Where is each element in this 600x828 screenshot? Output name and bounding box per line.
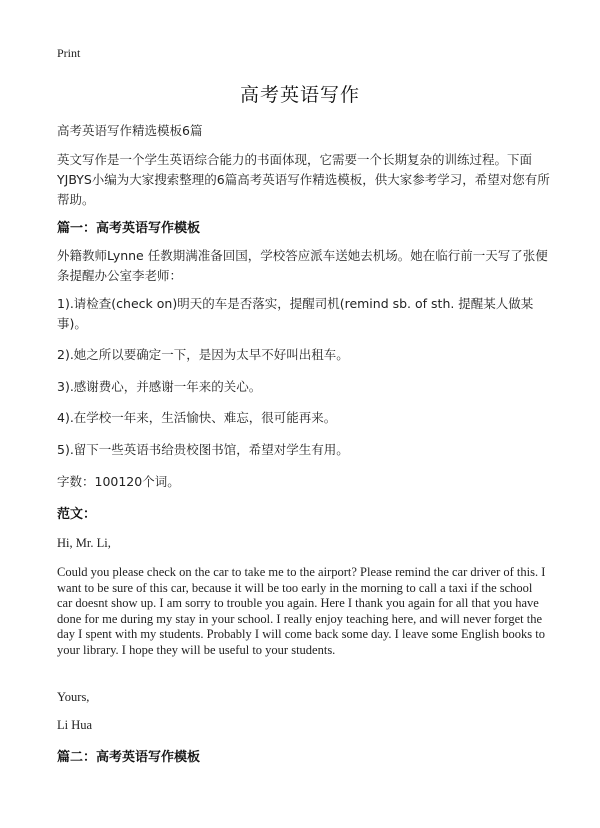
section-1-heading: 篇一：高考英语写作模板 xyxy=(57,221,201,236)
intro-paragraph: 英文写作是一个学生英语综合能力的书面体现，它需要一个长期复杂的训练过程。下面YJBYS小编为大家搜索整理的6篇高考英语写作精选模板，供大家参考学习，希望对您有所帮助。 xyxy=(57,152,550,207)
letter-signature: Li Hua xyxy=(57,718,93,732)
task-point-3: 3).感谢费心，并感谢一年来的关心。 xyxy=(57,379,262,394)
page-title: 高考英语写作 xyxy=(239,84,360,106)
task-point-4: 4).在学校一年来，生活愉快、难忘，很可能再来。 xyxy=(57,410,337,425)
task-point-2: 2).她之所以要确定一下，是因为太早不好叫出租车。 xyxy=(57,347,349,362)
word-count: 字数：100120个词。 xyxy=(57,474,180,489)
sample-essay-heading: 范文： xyxy=(57,507,97,522)
task-prompt: 外籍教师Lynne 任教期满准备回国，学校答应派车送她去机场。她在临行前一天写了张便条提醒办公室李老师： xyxy=(57,248,548,283)
letter-greeting: Hi, Mr. Li, xyxy=(57,536,111,550)
letter-body: Could you please check on the car to take me to the airport? Please remind the car driver of this. I want to be sure of this car, because it will be too early in the morning to call a taxi if the school car doesnt show up. I am sorry to trouble you again. Here I thank you again for all that you have done for me during my stay in your school. I really enjoy teaching here, and will never forget the day I spent with my students. Probably I will come back some day. I leave some English books to your library. I hope they will be useful to your students. xyxy=(57,565,546,657)
task-point-1: 1).请检查(check on)明天的车是否落实，提醒司机(remind sb. of sth. 提醒某人做某事)。 xyxy=(57,296,534,331)
section-2-heading: 篇二：高考英语写作模板 xyxy=(57,750,201,765)
letter-closing: Yours, xyxy=(57,690,90,704)
document-subtitle: 高考英语写作精选模板6篇 xyxy=(57,123,203,138)
print-link[interactable]: Print xyxy=(57,46,81,60)
task-point-5: 5).留下一些英语书给贵校图书馆，希望对学生有用。 xyxy=(57,442,349,457)
